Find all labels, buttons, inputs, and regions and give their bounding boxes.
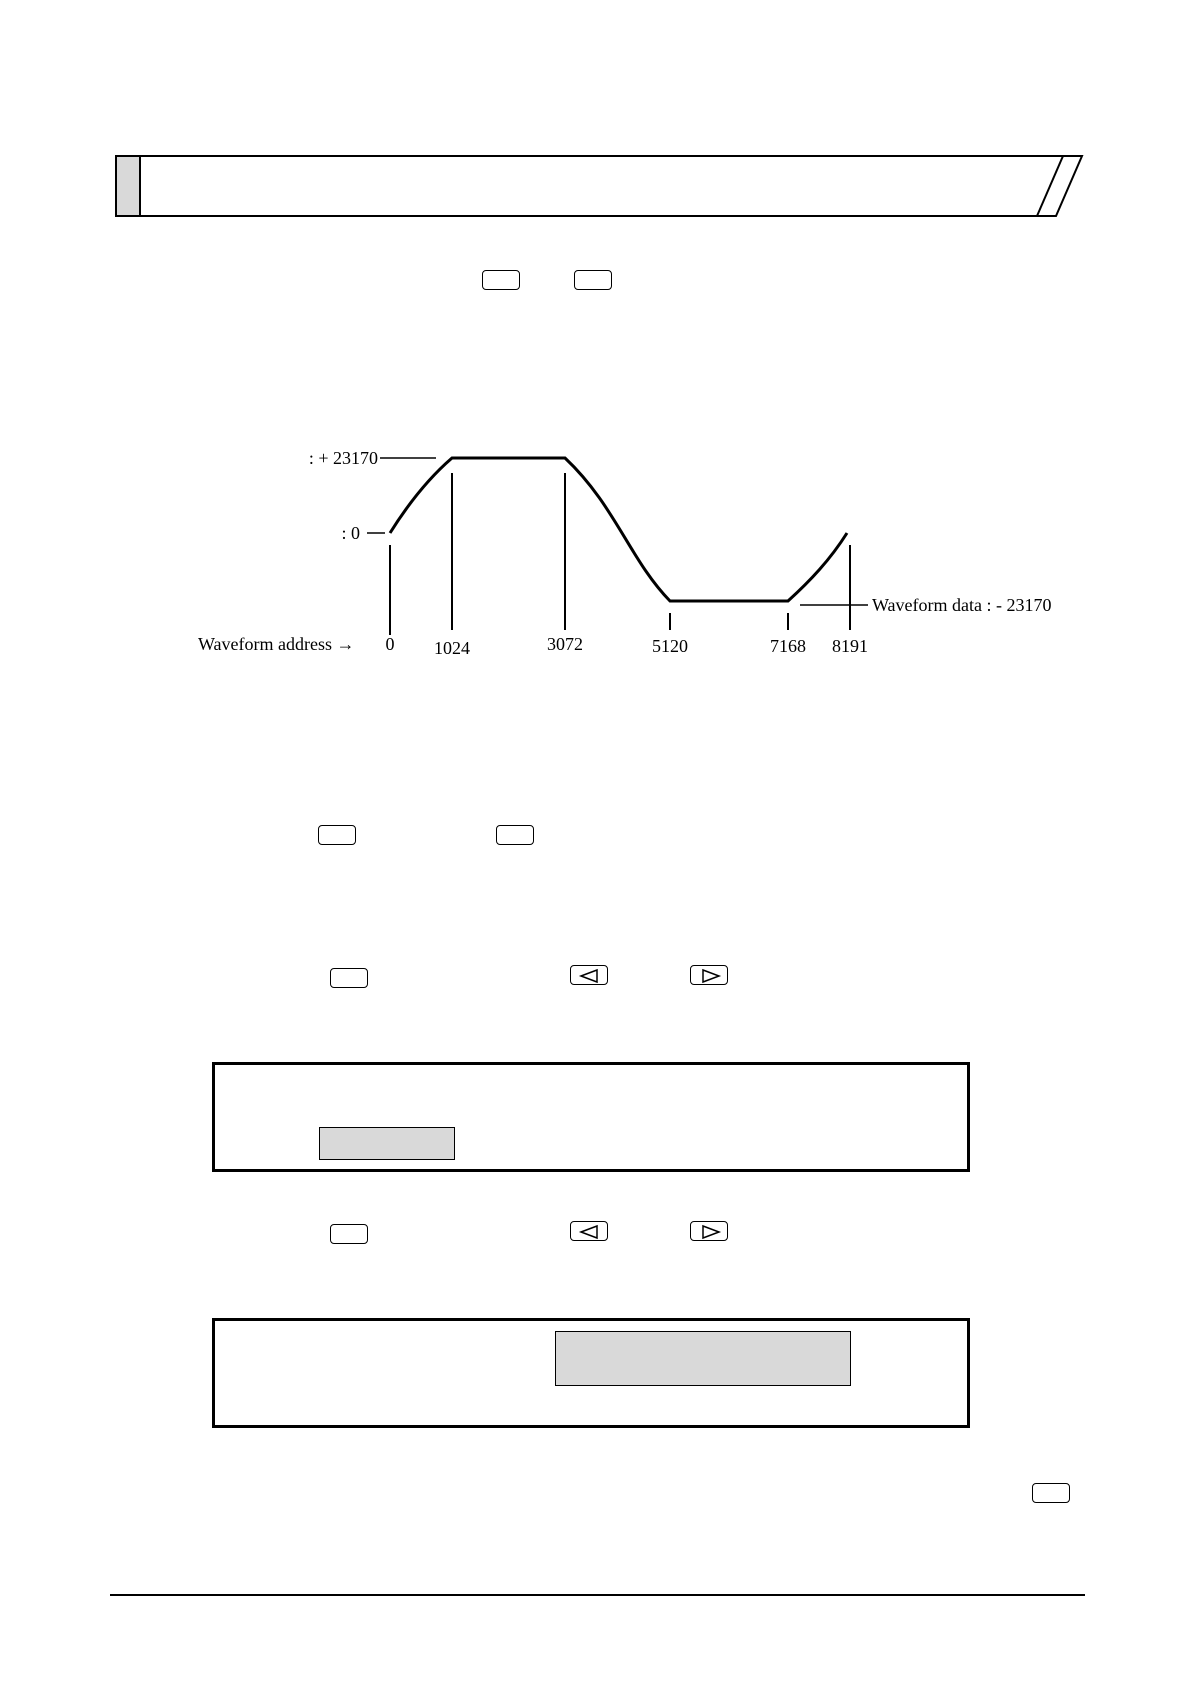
- waveform-figure: [160, 425, 1080, 665]
- address-tick-label: 8191: [832, 636, 868, 656]
- left-arrow-key[interactable]: [570, 965, 608, 985]
- key-button-1[interactable]: [482, 270, 520, 290]
- footer-rule: [110, 1594, 1085, 1596]
- lcd-highlight-field: [555, 1331, 851, 1386]
- lcd-highlight-field: [319, 1127, 455, 1160]
- waveform-curve: [390, 458, 847, 601]
- left-arrow-key[interactable]: [570, 1221, 608, 1241]
- key-button-3[interactable]: [318, 825, 356, 845]
- triangle-right-icon: [691, 966, 729, 986]
- triangle-left-icon: [571, 966, 609, 986]
- address-tick-label: 3072: [547, 634, 583, 654]
- min-value-label: Waveform data : - 23170: [872, 595, 1052, 615]
- key-button-7[interactable]: [1032, 1483, 1070, 1503]
- triangle-right-icon: [691, 1222, 729, 1242]
- address-tick-label: 7168: [770, 636, 806, 656]
- zero-value-label: : 0: [341, 523, 360, 543]
- right-arrow-key[interactable]: [690, 1221, 728, 1241]
- key-button-6[interactable]: [330, 1224, 368, 1244]
- lcd-display-2: [212, 1318, 970, 1428]
- address-tick-label: 0: [385, 634, 395, 654]
- right-arrow-key[interactable]: [690, 965, 728, 985]
- address-tick-label: 5120: [652, 636, 688, 656]
- key-button-5[interactable]: [330, 968, 368, 988]
- lcd-display-1: [212, 1062, 970, 1172]
- max-value-label: : + 23170: [308, 448, 378, 468]
- key-button-2[interactable]: [574, 270, 612, 290]
- address-axis-label: Waveform address →: [198, 634, 355, 654]
- section-header-banner: [115, 155, 1085, 217]
- waveform-diagram: [160, 425, 1080, 665]
- triangle-left-icon: [571, 1222, 609, 1242]
- key-button-4[interactable]: [496, 825, 534, 845]
- address-tick-label: 1024: [434, 638, 470, 658]
